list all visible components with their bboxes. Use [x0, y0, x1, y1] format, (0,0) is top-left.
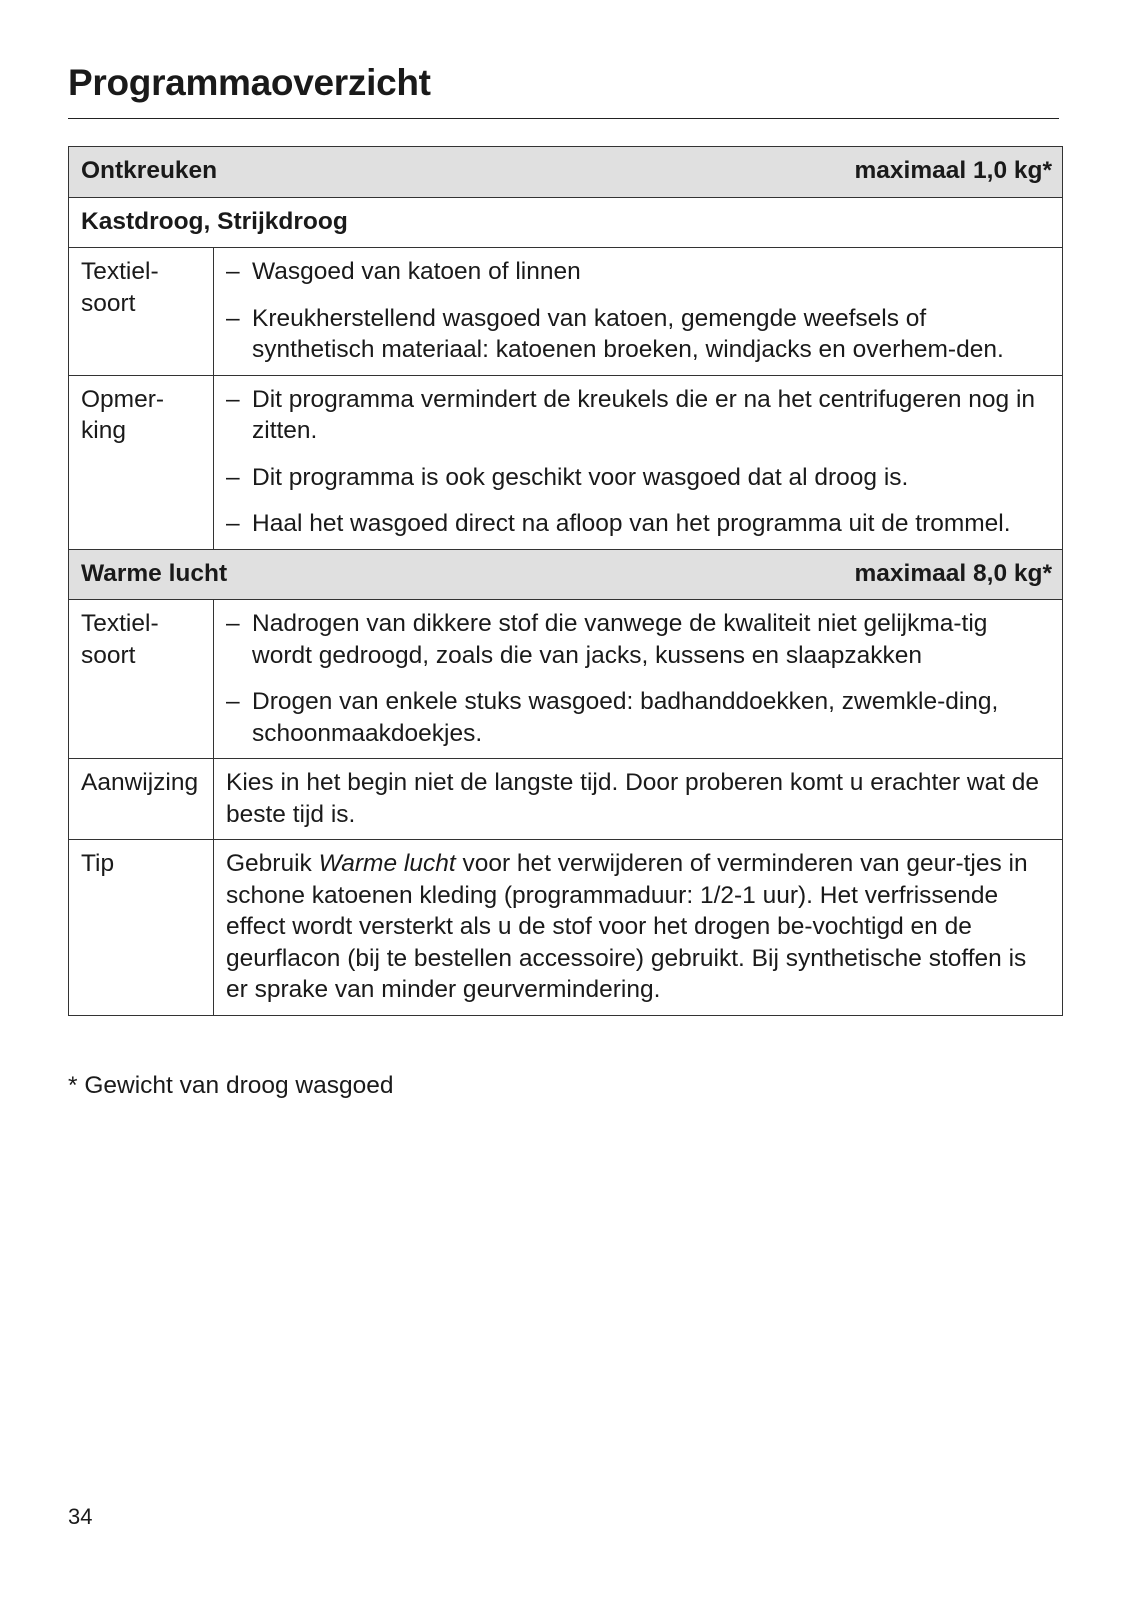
row-label: Aanwijzing — [69, 759, 214, 840]
row-text: Kies in het begin niet de langste tijd. Door proberen komt u erachter wat de beste tijd is. — [214, 759, 1063, 840]
bullet-list — [226, 256, 1052, 366]
row-label: Tip — [69, 840, 214, 1016]
program-name: Ontkreuken — [81, 157, 218, 184]
list-item: – Kreukherstellend wasgoed van katoen, gemengde weefsels of synthetisch materiaal: katoenen broeken, windjacks en overhem-den. — [226, 303, 1052, 366]
program-capacity: maximaal 1,0 kg* — [854, 157, 1052, 184]
program-capacity: maximaal 8,0 kg* — [854, 559, 1052, 587]
title-divider — [68, 118, 1059, 119]
program-header-warme-lucht — [69, 549, 1063, 600]
row-text — [214, 840, 1063, 1016]
bullet-list — [226, 608, 1052, 749]
row-textielsoort — [69, 600, 1063, 759]
tip-prefix: Gebruik — [226, 850, 319, 877]
row-opmerking — [69, 375, 1063, 549]
footnote: * Gewicht van droog wasgoed — [68, 1072, 394, 1099]
program-table — [68, 146, 1063, 1016]
bullet-list — [226, 384, 1052, 540]
list-item: – Haal het wasgoed direct na afloop van het programma uit de trommel. — [226, 508, 1052, 540]
program-name: Warme lucht — [81, 559, 228, 587]
tip-program-name: Warme lucht — [318, 850, 456, 877]
list-item: – Nadrogen van dikkere stof die vanwege de kwaliteit niet gelijkma-tig wordt gedroogd, zoals die van jacks, kussens en slaapzakken — [226, 608, 1052, 671]
list-item: – Dit programma is ook geschikt voor wasgoed dat al droog is. — [226, 462, 1052, 494]
row-label: Textiel- soort — [69, 248, 214, 376]
row-label: Textiel- soort — [69, 600, 214, 759]
program-header-ontkreuken — [69, 147, 1063, 198]
tip-text: voor het verwijderen of verminderen van geur-tjes in schone katoenen kleding (programmaduur: 1/2-1 uur). Het verfrissende effect wordt versterkt als u de stof voor het drogen be-vochtigd en de geurflacon (bij te bestellen accessoire) gebruikt. Bij synthetische stoffen is er sprake van minder geurvermindering. — [226, 850, 1028, 1003]
row-textielsoort — [69, 248, 1063, 376]
row-tip — [69, 840, 1063, 1016]
program-subtitle: Kastdroog, Strijkdroog — [69, 197, 1063, 248]
program-subtitle-row — [69, 197, 1063, 248]
page-title: Programmaoverzicht — [68, 62, 431, 103]
page-number: 34 — [68, 1504, 93, 1529]
row-aanwijzing — [69, 759, 1063, 840]
list-item: – Drogen van enkele stuks wasgoed: badhanddoekken, zwemkle-ding, schoonmaakdoekjes. — [226, 686, 1052, 749]
list-item: – Dit programma vermindert de kreukels die er na het centrifugeren nog in zitten. — [226, 384, 1052, 447]
row-label: Opmer- king — [69, 375, 214, 549]
list-item: – Wasgoed van katoen of linnen — [226, 256, 1052, 288]
